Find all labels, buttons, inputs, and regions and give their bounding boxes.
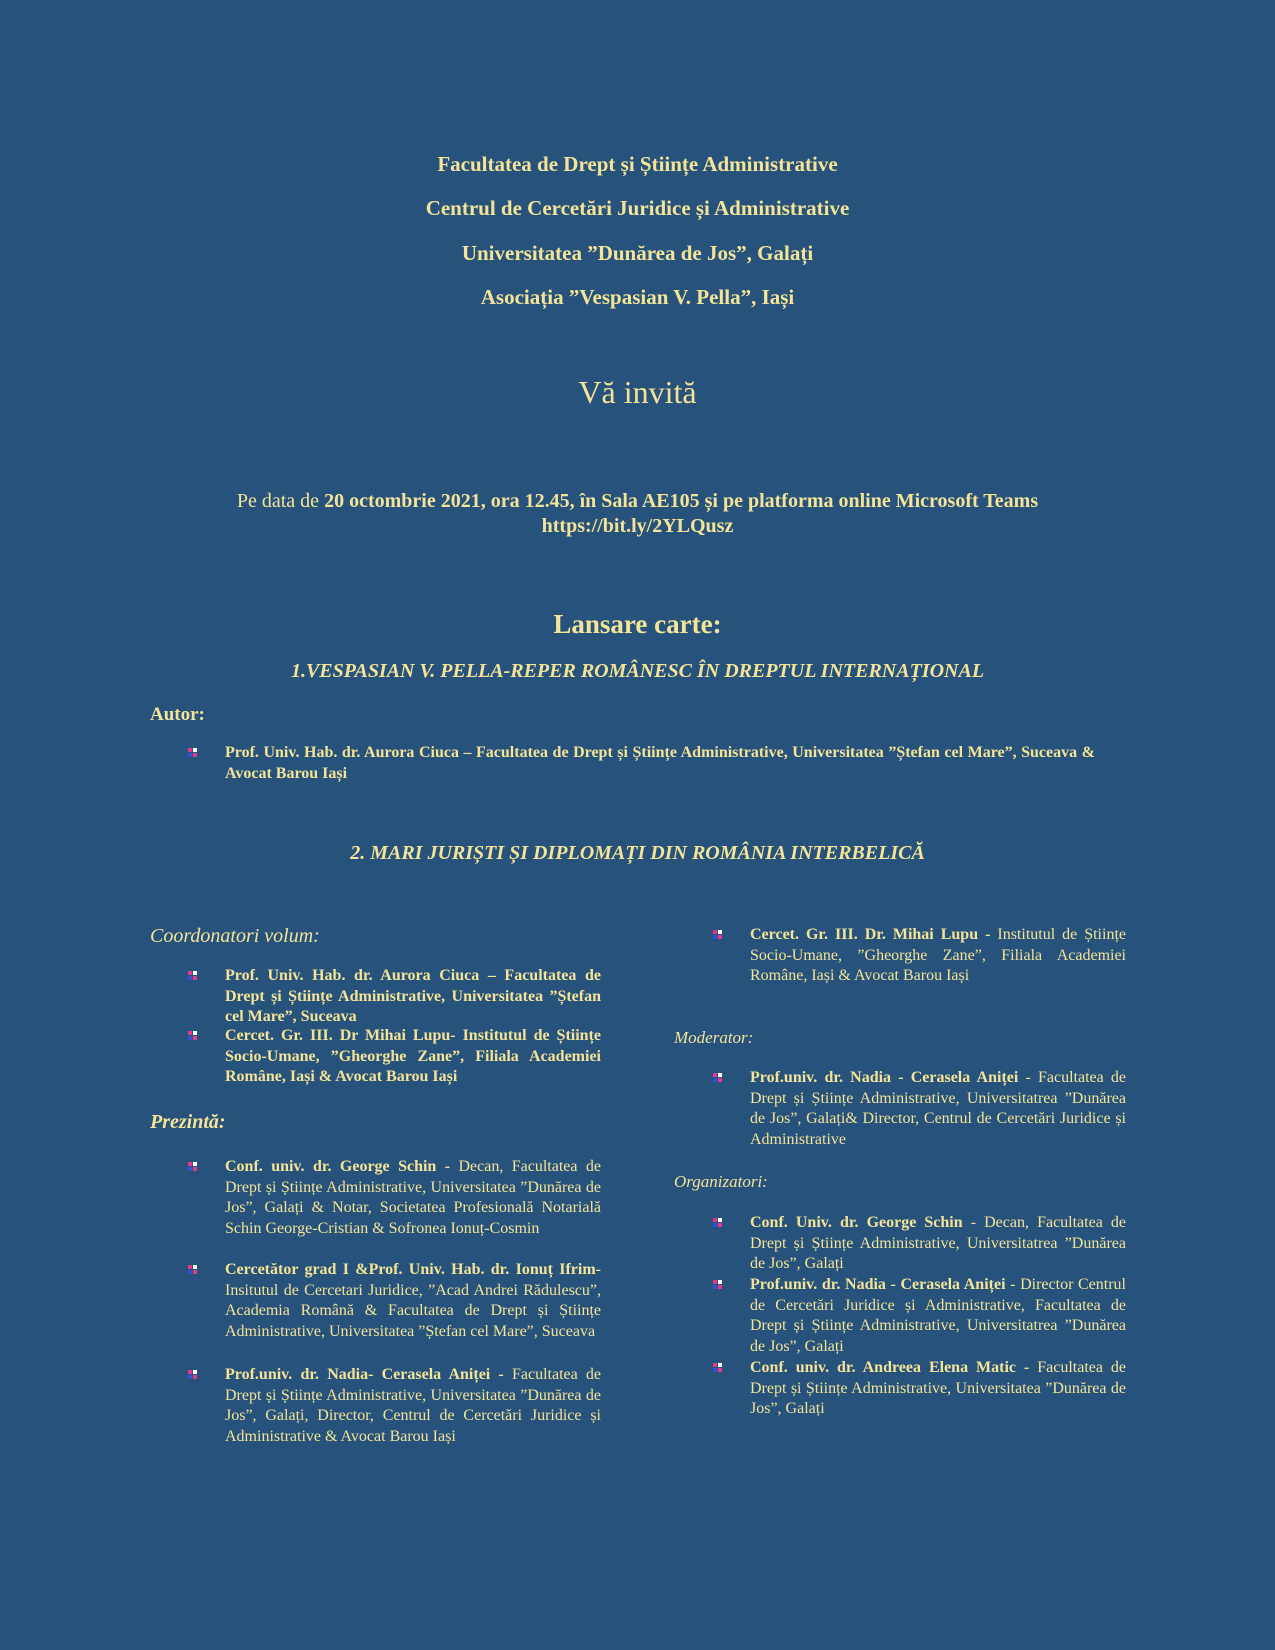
prezinta-name: Cercetător grad I &Prof. Univ. Hab. dr. Ionuț Ifrim	[225, 1261, 596, 1278]
moderator-affiliation: - Facultatea de Drept și Științe Administrative, Universitatrea ”Dunărea de Jos”, Galați& Director, Centrul de Cercetări Juridice și Administrative	[750, 1069, 1126, 1148]
bullet-icon	[713, 1218, 724, 1228]
organizator-name: Conf. Univ. dr. George Schin	[750, 1214, 963, 1231]
organizator-name: Conf. univ. dr. Andreea Elena Matic -	[750, 1359, 1038, 1376]
organizator-affiliation: Facultatea de Drept și Științe Administrative, Universitatea ”Dunărea de Jos”, Galați	[750, 1359, 1127, 1417]
header-association: Asociația ”Vespasian V. Pella”, Iași	[480, 285, 795, 309]
organizator-item	[750, 1358, 1126, 1420]
book1-title: 1.VESPASIAN V. PELLA-REPER ROMÂNESC ÎN DREPTUL INTERNAȚIONAL	[290, 660, 985, 682]
presenter-item	[750, 925, 1126, 987]
organizator-affiliation: - Director Centrul de Cercetări Juridice și Administrative, Facultatea de Drept și Științe Administrative, Universitatrea ”Dunărea de Jos”, Galați	[750, 1276, 1127, 1355]
bullet-icon	[188, 748, 199, 758]
moderator-label: Moderator:	[674, 1028, 754, 1047]
bullet-icon	[713, 1073, 724, 1083]
prezinta-item	[225, 1157, 601, 1239]
bullet-icon	[713, 1363, 724, 1373]
bullet-icon	[188, 1162, 199, 1172]
presenter-affiliation: Institutul de Științe Socio-Umane, ”Gheorghe Zane”, Filiala Academiei Române, Iași & Avocat Barou Iași	[750, 926, 1126, 984]
prezinta-item	[225, 1260, 601, 1342]
moderator-name: Prof.univ. dr. Nadia - Cerasela Aniței	[750, 1069, 1019, 1086]
date-prefix: Pe data de	[236, 490, 325, 512]
bullet-icon	[713, 930, 724, 940]
header-faculty: Facultatea de Drept și Științe Administrative	[437, 152, 838, 176]
organizator-item	[750, 1213, 1126, 1275]
coordonator-item: Cercet. Gr. III. Dr Mihai Lupu- Institutul de Științe Socio-Umane, ”Gheorghe Zane”, Filiala Academiei Române, Iași & Avocat Barou Iași	[225, 1027, 601, 1085]
event-link[interactable]: https://bit.ly/2YLQusz	[541, 515, 734, 537]
book2-title: 2. MARI JURIȘTI ȘI DIPLOMAȚI DIN ROMÂNIA INTERBELICĂ	[350, 842, 925, 864]
launch-title: Lansare carte:	[553, 609, 722, 639]
bullet-icon	[188, 1031, 199, 1041]
organizator-item	[750, 1275, 1126, 1357]
prezinta-item	[225, 1365, 601, 1447]
bullet-icon	[188, 971, 199, 981]
bullet-icon	[713, 1280, 724, 1290]
event-date	[0, 490, 1275, 513]
author-label: Autor:	[150, 704, 205, 725]
coordonatori-label: Coordonatori volum:	[150, 925, 320, 947]
prezinta-label: Prezintă:	[150, 1111, 226, 1133]
organizator-name: Prof.univ. dr. Nadia - Cerasela Aniței	[750, 1276, 1006, 1293]
presenter-name: Cercet. Gr. III. Dr. Mihai Lupu -	[750, 926, 998, 943]
prezinta-name: Conf. univ. dr. George Schin -	[225, 1158, 459, 1175]
organizator-affiliation: - Decan, Facultatea de Drept și Științe Administrative, Universitatrea ”Dunărea de Jos”, Galați	[750, 1214, 1126, 1272]
coordonator-item: Prof. Univ. Hab. dr. Aurora Ciuca – Facultatea de Drept și Științe Administrative, Universitatea ”Ștefan cel Mare”, Suceava	[225, 967, 601, 1025]
header-university: Universitatea ”Dunărea de Jos”, Galați	[461, 241, 814, 265]
prezinta-affiliation: - Insitutul de Cercetari Juridice, ”Acad Andrei Rădulescu”, Academia Română & Facultatea de Drept și Științe Administrative, Universitatea ”Ștefan cel Mare”, Suceava	[225, 1261, 601, 1340]
prezinta-affiliation: Facultatea de Drept și Științe Administrative, Universitatea ”Dunărea de Jos”, Galați, Director, Centrul de Cercetări Juridice și Administrative & Avocat Barou Iași	[225, 1366, 602, 1445]
bullet-icon	[188, 1265, 199, 1275]
date-details: 20 octombrie 2021, ora 12.45, în Sala AE105 și pe platforma online Microsoft Teams	[324, 490, 1039, 512]
author-item: Prof. Univ. Hab. dr. Aurora Ciuca – Facultatea de Drept și Științe Administrative, Universitatea ”Ștefan cel Mare”, Suceava & Avocat Barou Iași	[225, 744, 1095, 782]
prezinta-name: Prof.univ. dr. Nadia- Cerasela Aniței -	[225, 1366, 512, 1383]
invite-heading: Vă invită	[578, 374, 697, 410]
prezinta-affiliation: Decan, Facultatea de Drept și Științe Administrative, Universitatea ”Dunărea de Jos”, Galați & Notar, Societatea Profesională Notarială Schin George-Cristian & Sofronea Ionuț-Cosmin	[225, 1158, 601, 1237]
organizatori-label: Organizatori:	[674, 1172, 768, 1191]
moderator-item	[750, 1068, 1126, 1150]
header-research-center: Centrul de Cercetări Juridice și Administrative	[425, 196, 850, 220]
bullet-icon	[188, 1370, 199, 1380]
